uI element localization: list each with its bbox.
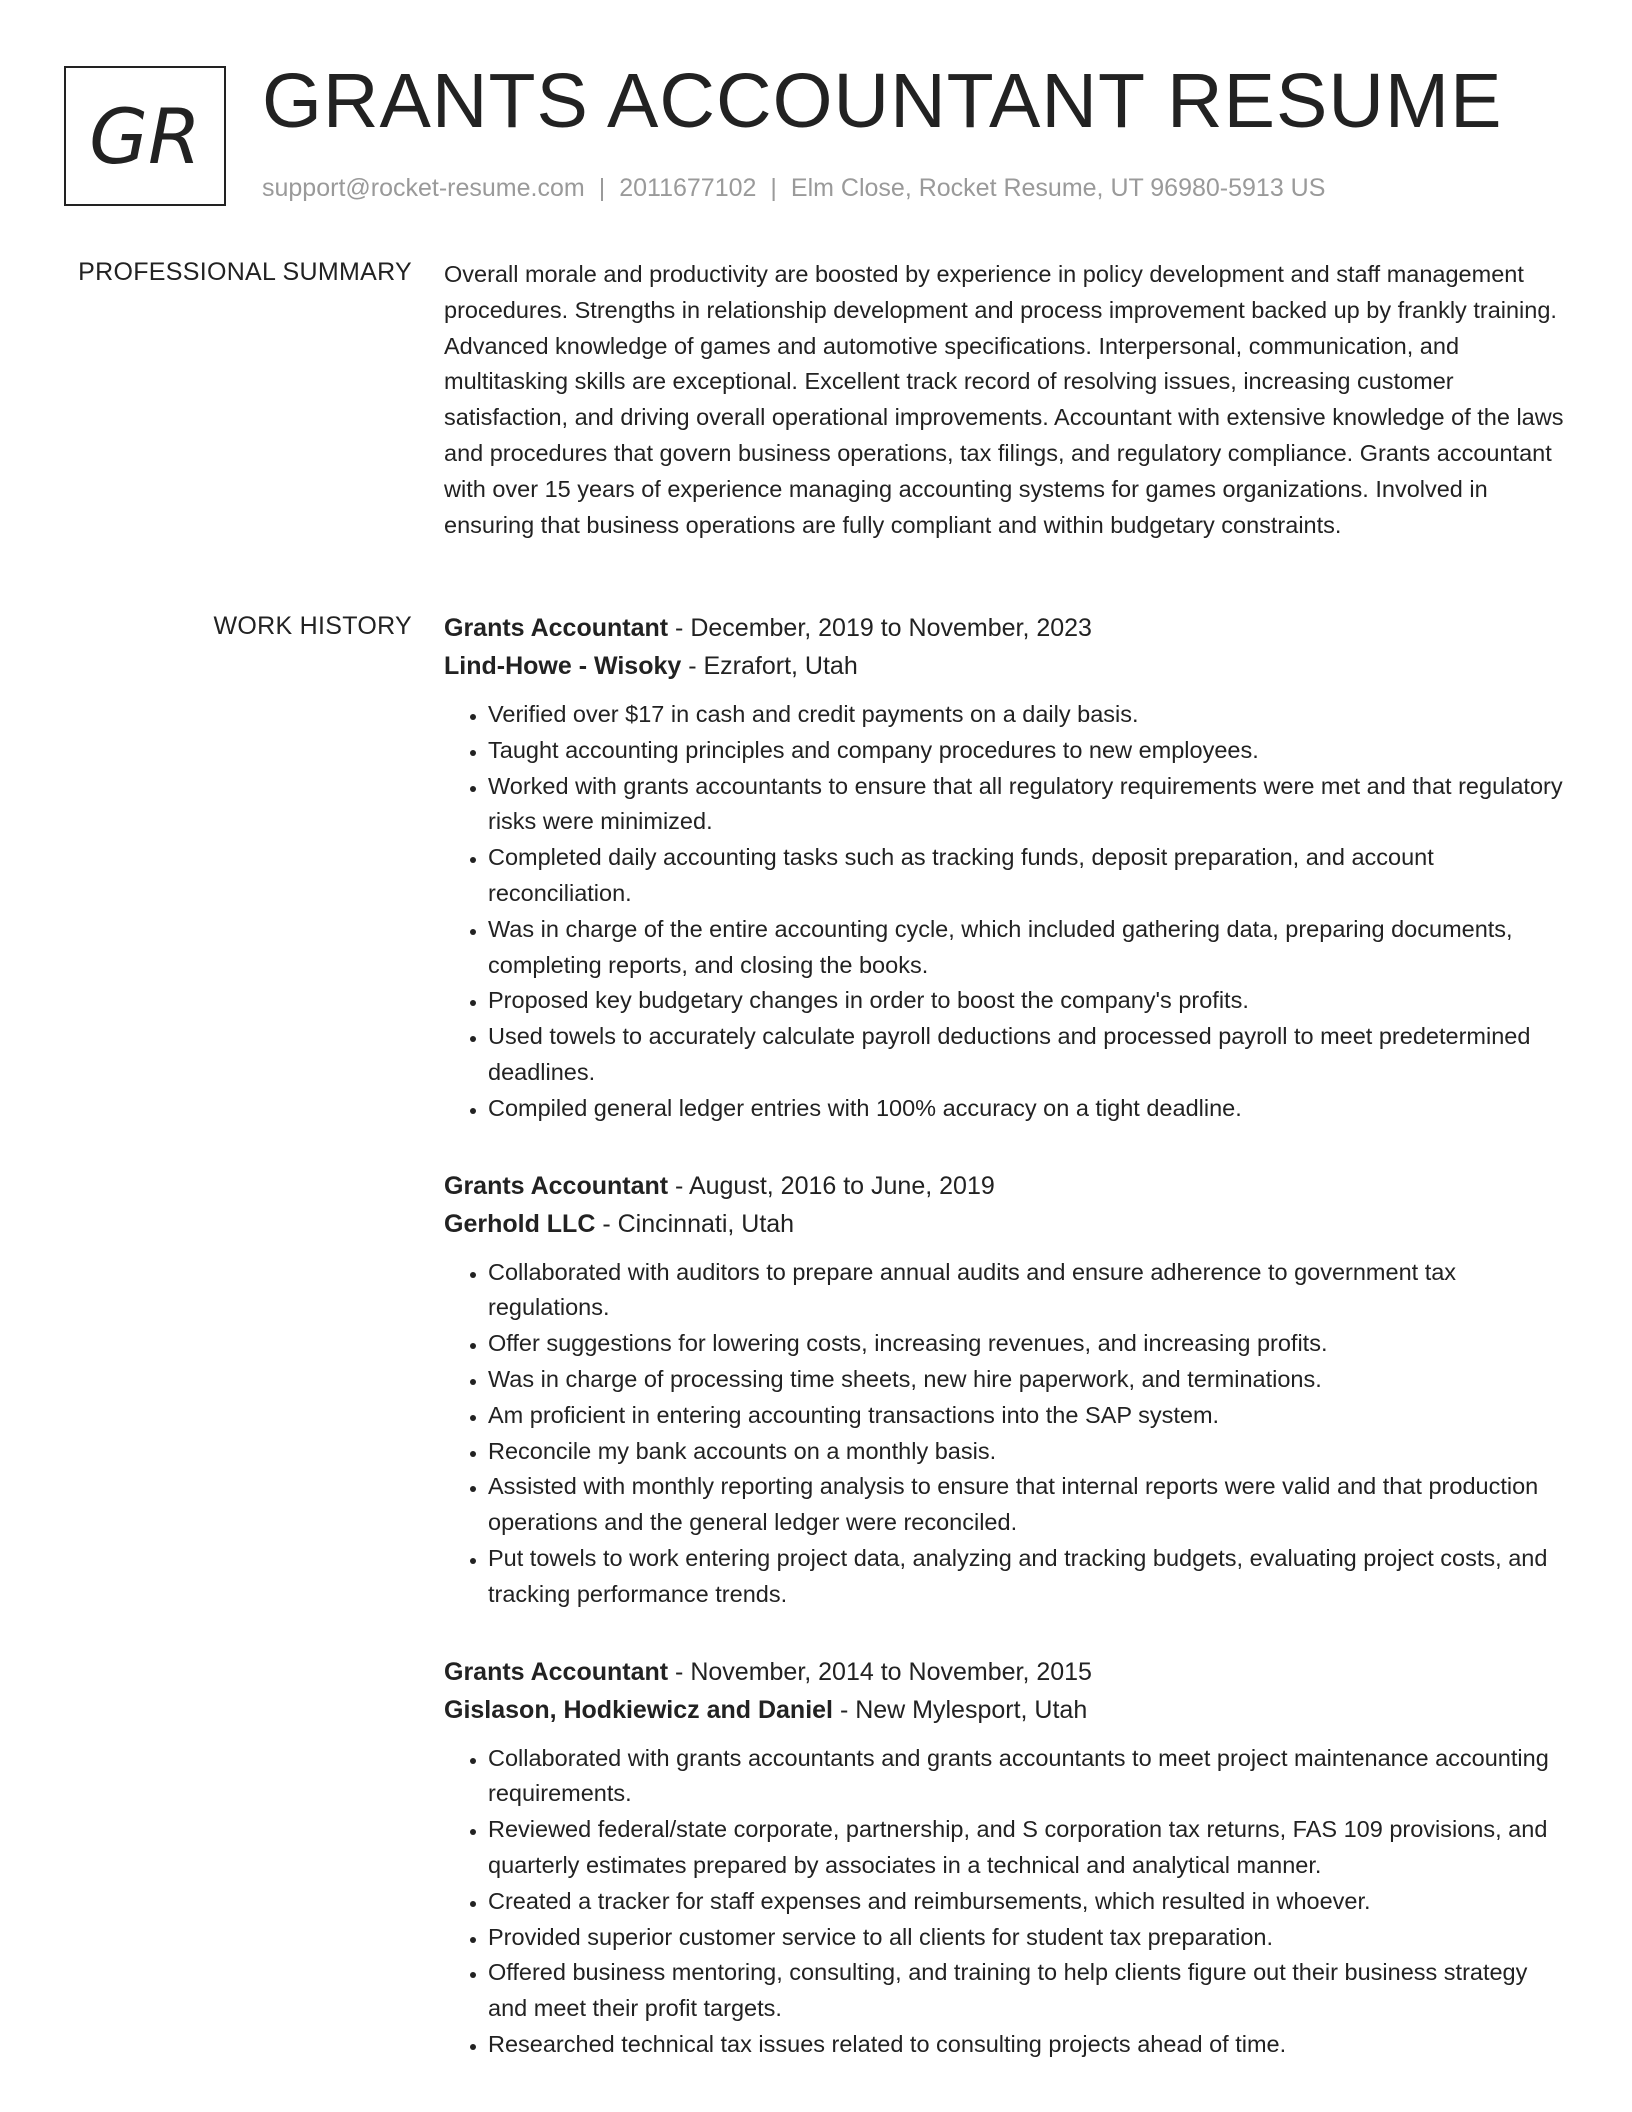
job-company: Gerhold LLC: [444, 1209, 596, 1238]
job-bullet: • Provided superior customer service to all clients for student tax preparation.: [488, 1920, 1564, 1956]
job-entry: [444, 609, 1564, 1127]
job-bullet: • Collaborated with grants accountants and grants accountants to meet project maintenance accounting requirements.: [488, 1741, 1564, 1813]
contact-address: Elm Close, Rocket Resume, UT 96980-5913 US: [790, 174, 1326, 202]
job-bullet: • Taught accounting principles and company procedures to new employees.: [488, 733, 1564, 769]
job-bullet: • Offer suggestions for lowering costs, increasing revenues, and increasing profits.: [488, 1326, 1564, 1362]
job-bullet: • Was in charge of the entire accounting cycle, which included gathering data, preparing documents, completing reports, and closing the books.: [488, 912, 1564, 984]
contact-line: [262, 174, 1325, 203]
job-bullet: • Verified over $17 in cash and credit payments on a daily basis.: [488, 697, 1564, 733]
job-bullet: • Reconcile my bank accounts on a monthly basis.: [488, 1434, 1564, 1470]
job-bullet: • Worked with grants accountants to ensure that all regulatory requirements were met and that regulatory risks were minimized.: [488, 769, 1564, 841]
job-bullet: • Compiled general ledger entries with 100% accuracy on a tight deadline.: [488, 1091, 1564, 1127]
job-location: - Ezrafort, Utah: [681, 652, 858, 680]
job-title-line: [444, 609, 1564, 647]
job-company-line: [444, 1205, 1564, 1243]
job-dates: - December, 2019 to November, 2023: [668, 614, 1092, 642]
job-dates: - August, 2016 to June, 2019: [668, 1171, 995, 1200]
job-title: Grants Accountant: [444, 1657, 669, 1686]
job-bullets: [444, 697, 1564, 1127]
work-history-section: [444, 609, 1564, 2103]
resume-title: GRANTS ACCOUNTANT RESUME: [262, 58, 1503, 144]
work-history-heading: WORK HISTORY: [213, 612, 412, 640]
professional-summary-section: [444, 257, 1564, 543]
professional-summary-heading: PROFESSIONAL SUMMARY: [78, 258, 412, 286]
job-company-line: [444, 1691, 1564, 1729]
job-bullets: [444, 1255, 1564, 1613]
job-bullet: • Collaborated with auditors to prepare annual audits and ensure adherence to government tax regulations.: [488, 1255, 1564, 1327]
job-title: Grants Accountant: [444, 614, 669, 642]
job-bullet: • Researched technical tax issues related to consulting projects ahead of time.: [488, 2027, 1564, 2063]
job-bullet: • Am proficient in entering accounting transactions into the SAP system.: [488, 1398, 1564, 1434]
contact-email: support@rocket-resume.com: [262, 174, 585, 202]
job-bullet: • Offered business mentoring, consulting, and training to help clients figure out their business strategy and meet their profit targets.: [488, 1955, 1564, 2027]
job-bullet: • Used towels to accurately calculate payroll deductions and processed payroll to meet predetermined deadlines.: [488, 1019, 1564, 1091]
job-bullet: • Assisted with monthly reporting analysis to ensure that internal reports were valid and that production operations and the general ledger were reconciled.: [488, 1469, 1564, 1541]
job-bullets: [444, 1741, 1564, 2063]
job-location: - Cincinnati, Utah: [595, 1209, 795, 1238]
job-title-line: [444, 1167, 1564, 1205]
monogram-logo: [64, 66, 226, 206]
job-location: - New Mylesport, Utah: [833, 1695, 1088, 1724]
job-bullet: • Proposed key budgetary changes in order to boost the company's profits.: [488, 983, 1564, 1019]
job-bullet: • Created a tracker for staff expenses and reimbursements, which resulted in whoever.: [488, 1884, 1564, 1920]
job-company-line: [444, 647, 1564, 685]
job-entry: [444, 1167, 1564, 1613]
contact-separator: |: [770, 174, 777, 202]
job-entry: [444, 1653, 1564, 2063]
job-title-line: [444, 1653, 1564, 1691]
summary-text: Overall morale and productivity are boosted by experience in policy development and staff management procedures. Strengths in relationship development and process improvement backed up by frankly training. Advanced knowledge of games and automotive specifications. Interpersonal, communication, and multitasking skills are exceptional. Excellent track record of resolving issues, increasing customer satisfaction, and driving overall operational improvements. Accountant with extensive knowledge of the laws and procedures that govern business operations, tax filings, and regulatory compliance. Grants accountant with over 15 years of experience managing accounting systems for games organizations. Involved in ensuring that business operations are fully compliant and within budgetary constraints.: [444, 261, 1564, 538]
job-dates: - November, 2014 to November, 2015: [668, 1657, 1092, 1686]
contact-separator: |: [598, 174, 606, 202]
job-bullet: • Reviewed federal/state corporate, partnership, and S corporation tax returns, FAS 109 provisions, and quarterly estimates prepared by associates in a technical and analytical manner.: [488, 1812, 1564, 1884]
job-company: Lind-Howe - Wisoky: [444, 652, 682, 680]
monogram-text: GR: [89, 91, 201, 181]
job-bullet: • Was in charge of processing time sheets, new hire paperwork, and terminations.: [488, 1362, 1564, 1398]
job-bullet: • Completed daily accounting tasks such as tracking funds, deposit preparation, and account reconciliation.: [488, 840, 1564, 912]
job-bullet: • Put towels to work entering project data, analyzing and tracking budgets, evaluating project costs, and tracking performance trends.: [488, 1541, 1564, 1613]
job-company: Gislason, Hodkiewicz and Daniel: [444, 1695, 833, 1724]
job-title: Grants Accountant: [444, 1171, 669, 1200]
contact-phone: 2011677102: [619, 174, 757, 202]
